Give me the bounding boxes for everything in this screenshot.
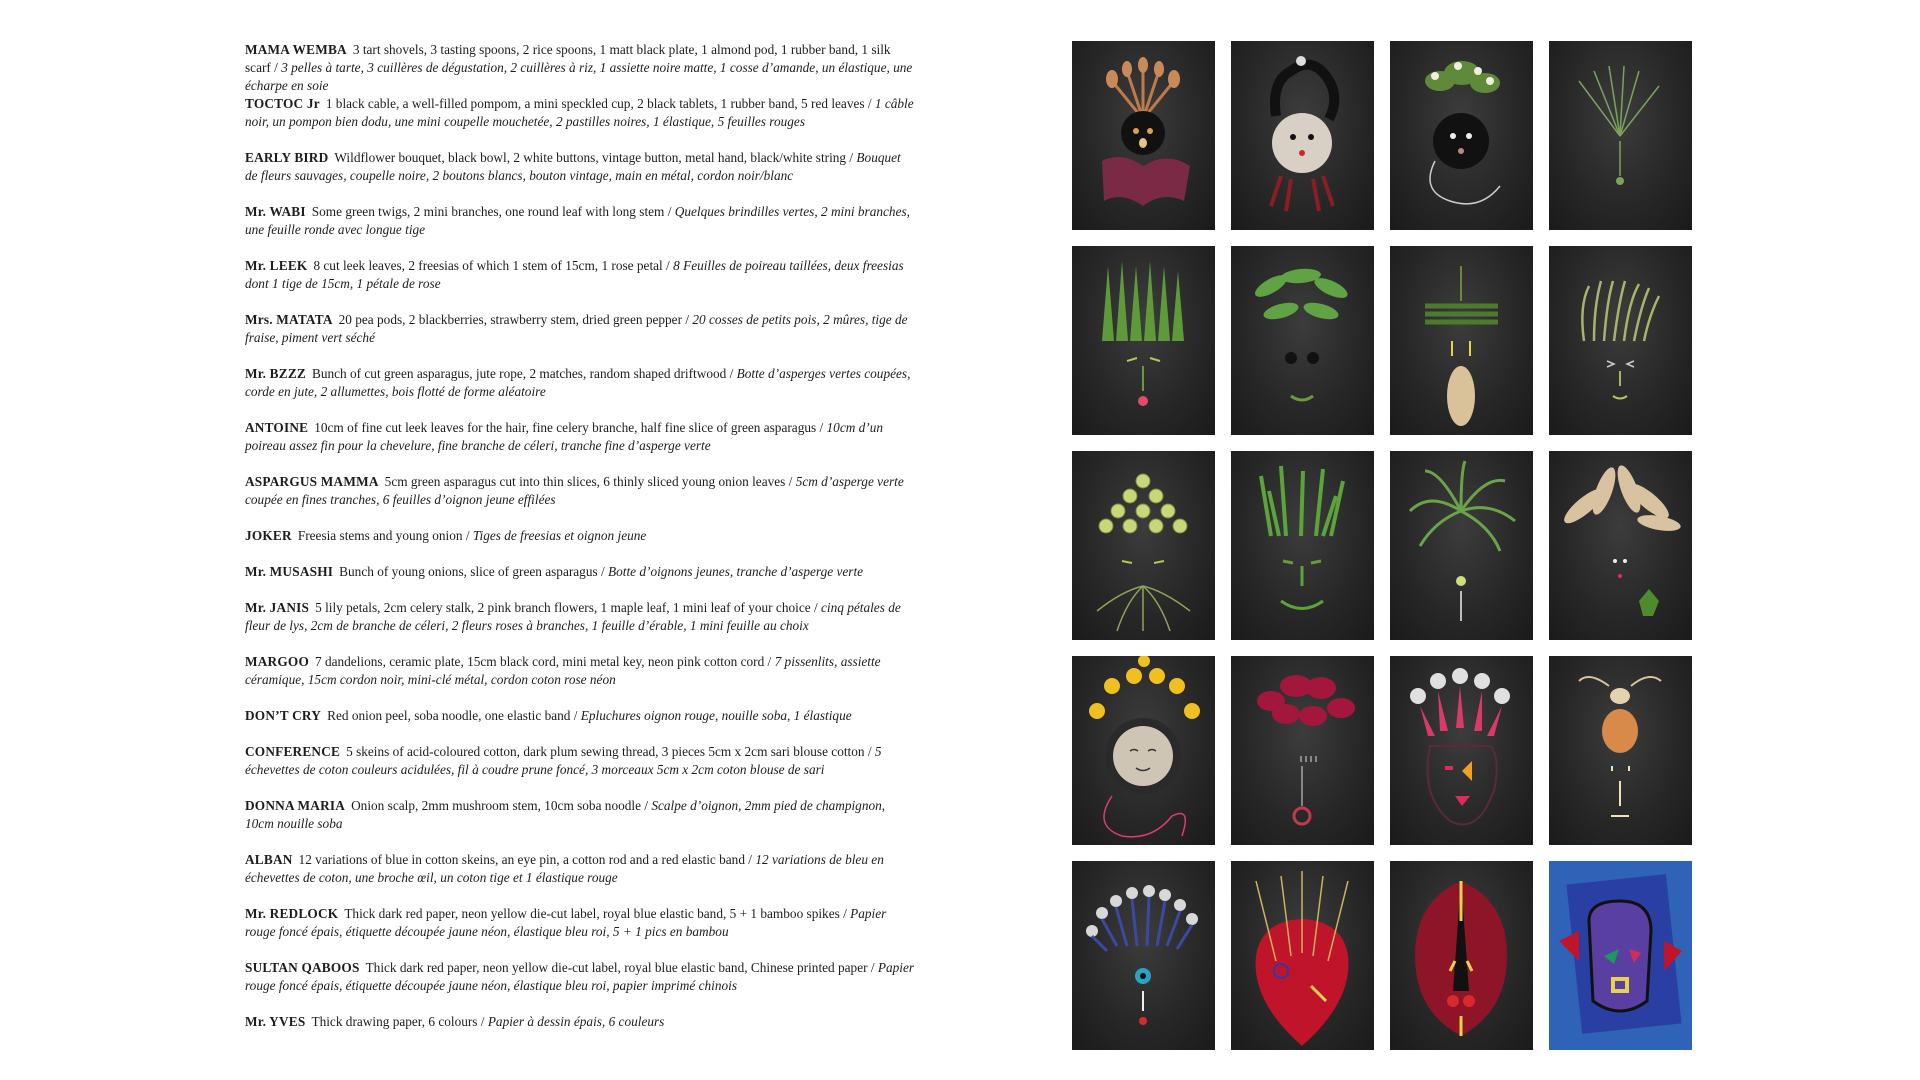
entry-dont-cry	[245, 707, 915, 743]
photo-mr-janis	[1549, 451, 1692, 640]
entry-english: Bunch of young onions, slice of green asparagus /	[339, 564, 605, 579]
entry-french: Quelques brindilles vertes, 2 mini branches, une feuille ronde avec longue tige	[245, 204, 910, 237]
entry-french: Bouquet de fleurs sauvages, coupelle noire, 2 boutons blancs, bouton vintage, main en métal, cordon noir/blanc	[245, 150, 901, 183]
entry-name: ASPARGUS MAMMA	[245, 474, 379, 489]
entry-mr-musashi	[245, 563, 915, 599]
photo-mama-wemba	[1072, 41, 1215, 230]
photo-sultan-qaboos	[1390, 861, 1533, 1050]
entry-name: CONFERENCE	[245, 744, 341, 759]
photo-alban	[1072, 861, 1215, 1050]
photo-dont-cry	[1231, 656, 1374, 845]
entry-mrs-matata	[245, 311, 915, 365]
entry-name: Mr. YVES	[245, 1014, 306, 1029]
entry-name: ALBAN	[245, 852, 293, 867]
entry-english: Some green twigs, 2 mini branches, one round leaf with long stem /	[311, 204, 672, 219]
entry-english: 3 tart shovels, 3 tasting spoons, 2 rice spoons, 1 matt black plate, 1 almond pod, 1 rubber band, 1 silk scarf /	[245, 42, 891, 75]
entry-french: cinq pétales de fleur de lys, 2cm de branche de céleri, 2 fleurs roses à branches, 1 feuille d’érable, 1 mini feuille au choix	[245, 600, 901, 633]
entry-name: Mr. MUSASHI	[245, 564, 334, 579]
entry-english: Red onion peel, soba noodle, one elastic band /	[327, 708, 578, 723]
photo-conference	[1390, 656, 1533, 845]
entry-name: Mr. JANIS	[245, 600, 310, 615]
entry-early-bird	[245, 149, 915, 203]
entry-name: Mr. LEEK	[245, 258, 308, 273]
entry-name: EARLY BIRD	[245, 150, 329, 165]
face-photo-grid	[1072, 41, 1692, 1050]
photo-toctoc-jr	[1231, 41, 1374, 230]
entry-name: JOKER	[245, 528, 292, 543]
entry-english: Onion scalp, 2mm mushroom stem, 10cm soba noodle /	[351, 798, 649, 813]
entry-french: 12 variations de bleu en échevettes de coton, une broche œil, un coton tige et 1 élastique rouge	[245, 852, 884, 885]
entry-french: 10cm d’un poireau assez fin pour la chevelure, fine branche de céleri, tranche fine d’asperge verte	[245, 420, 884, 453]
photo-mr-leek	[1072, 246, 1215, 435]
entry-name: ANTOINE	[245, 420, 309, 435]
entry-toctoc-jr	[245, 95, 915, 149]
entry-name: Mr. REDLOCK	[245, 906, 339, 921]
entry-name: DONNA MARIA	[245, 798, 346, 813]
entry-name: Mrs. MATATA	[245, 312, 333, 327]
entry-english: 5 skeins of acid-coloured cotton, dark plum sewing thread, 3 pieces 5cm x 2cm sari blouse cotton /	[346, 744, 872, 759]
entry-name: Mr. BZZZ	[245, 366, 306, 381]
entry-name: DON’T CRY	[245, 708, 322, 723]
photo-mr-redlock	[1231, 861, 1374, 1050]
entry-english: Thick drawing paper, 6 colours /	[311, 1014, 485, 1029]
entry-mr-yves	[245, 1013, 915, 1049]
entry-mr-bzzz	[245, 365, 915, 419]
entry-english: 8 cut leek leaves, 2 freesias of which 1 stem of 15cm, 1 rose petal /	[313, 258, 670, 273]
entry-french: 7 pissenlits, assiette céramique, 15cm cordon noir, mini-clé métal, cordon coton rose néon	[245, 654, 881, 687]
photo-mr-bzzz	[1390, 246, 1533, 435]
entry-french: Botte d’oignons jeunes, tranche d’asperge verte	[608, 564, 864, 579]
photo-early-bird	[1390, 41, 1533, 230]
entry-english: Bunch of cut green asparagus, jute rope, 2 matches, random shaped driftwood /	[311, 366, 734, 381]
entry-margoo	[245, 653, 915, 707]
entry-english: Freesia stems and young onion /	[297, 528, 470, 543]
entry-mr-redlock	[245, 905, 915, 959]
entry-french: 5cm d’asperge verte coupée en fines tranches, 6 feuilles d’oignon jeune effilées	[245, 474, 904, 507]
entry-french: Epluchures oignon rouge, nouille soba, 1 élastique	[580, 708, 852, 723]
entry-conference	[245, 743, 915, 797]
entry-french: Papier rouge foncé épais, étiquette découpée jaune néon, élastique bleu roi, papier imprimé chinois	[245, 960, 915, 993]
entry-english: 7 dandelions, ceramic plate, 15cm black cord, mini metal key, neon pink cotton cord /	[314, 654, 772, 669]
photo-mr-wabi	[1549, 41, 1692, 230]
entry-english: 1 black cable, a well-filled pompom, a mini speckled cup, 2 black tablets, 1 rubber band, 5 red leaves /	[325, 96, 872, 111]
entry-mr-wabi	[245, 203, 915, 257]
entry-french: Botte d’asperges vertes coupées, corde en jute, 2 allumettes, bois flotté de forme aléatoire	[245, 366, 911, 399]
photo-joker	[1231, 451, 1374, 640]
entry-name: SULTAN QABOOS	[245, 960, 360, 975]
entry-french: 8 Feuilles de poireau taillées, deux freesias dont 1 tige de 15cm, 1 pétale de rose	[245, 258, 904, 291]
entry-english: Wildflower bouquet, black bowl, 2 white buttons, vintage button, metal hand, black/white string /	[334, 150, 854, 165]
entry-aspargus-mamma	[245, 473, 915, 527]
entry-name: MAMA WEMBA	[245, 42, 347, 57]
entry-english: 10cm of fine cut leek leaves for the hair, fine celery branche, half fine slice of green asparagus /	[314, 420, 824, 435]
entry-french: 3 pelles à tarte, 3 cuillères de dégustation, 2 cuillères à riz, 1 assiette noire matte, 1 cosse d’amande, un élastique, une écharpe en soie	[245, 60, 913, 93]
ingredient-list	[245, 41, 915, 1049]
entry-french: Scalpe d’oignon, 2mm pied de champignon, 10cm nouille soba	[245, 798, 886, 831]
photo-donna-maria	[1549, 656, 1692, 845]
entry-english: Thick dark red paper, neon yellow die-cut label, royal blue elastic band, Chinese printed paper /	[365, 960, 875, 975]
entry-english: 20 pea pods, 2 blackberries, strawberry stem, dried green pepper /	[338, 312, 690, 327]
entry-french: 20 cosses de petits pois, 2 mûres, tige de fraise, piment vert séché	[245, 312, 908, 345]
entry-french: 1 câble noir, un pompon bien dodu, une mini coupelle mouchetée, 2 pastilles noires, 1 élastique, 5 feuilles rouges	[245, 96, 914, 129]
entry-french: 5 échevettes de coton couleurs acidulées, fil à coudre prune foncé, 3 morceaux 5cm x 2cm coton blouse de sari	[245, 744, 882, 777]
entry-alban	[245, 851, 915, 905]
entry-donna-maria	[245, 797, 915, 851]
photo-aspargus-mamma	[1072, 451, 1215, 640]
entry-name: MARGOO	[245, 654, 309, 669]
photo-mrs-matata	[1231, 246, 1374, 435]
photo-mr-musashi	[1390, 451, 1533, 640]
entry-french: Papier à dessin épais, 6 couleurs	[487, 1014, 665, 1029]
entry-french: Tiges de freesias et oignon jeune	[472, 528, 647, 543]
entry-mr-leek	[245, 257, 915, 311]
entry-antoine	[245, 419, 915, 473]
entry-french: Papier rouge foncé épais, étiquette découpée jaune néon, élastique bleu roi, 5 + 1 pics en bambou	[245, 906, 887, 939]
entry-name: TOCTOC Jr	[245, 96, 320, 111]
entry-sultan-qaboos	[245, 959, 915, 1013]
photo-antoine	[1549, 246, 1692, 435]
photo-mr-yves	[1549, 861, 1692, 1050]
entry-english: Thick dark red paper, neon yellow die-cut label, royal blue elastic band, 5 + 1 bamboo spikes /	[344, 906, 847, 921]
entry-mama-wemba	[245, 41, 915, 95]
entry-english: 5 lily petals, 2cm celery stalk, 2 pink branch flowers, 1 maple leaf, 1 mini leaf of your choice /	[315, 600, 818, 615]
entry-english: 12 variations of blue in cotton skeins, an eye pin, a cotton rod and a red elastic band /	[298, 852, 752, 867]
entry-english: 5cm green asparagus cut into thin slices, 6 thinly sliced young onion leaves /	[384, 474, 793, 489]
entry-joker	[245, 527, 915, 563]
photo-margoo	[1072, 656, 1215, 845]
entry-mr-janis	[245, 599, 915, 653]
entry-name: Mr. WABI	[245, 204, 306, 219]
